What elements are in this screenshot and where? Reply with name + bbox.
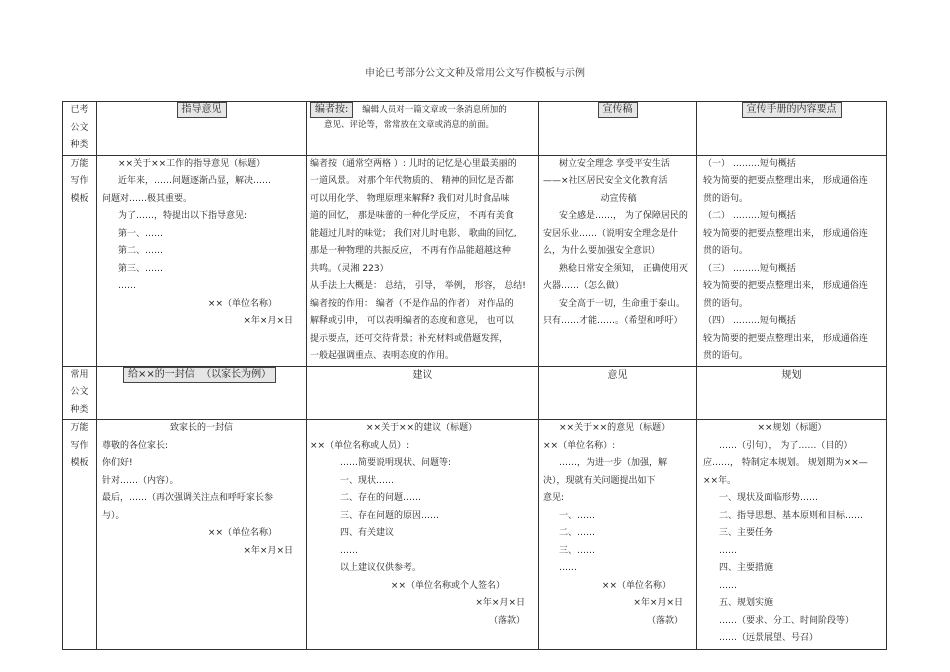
template-label-2 <box>63 420 97 650</box>
text-line: 解释或引申， 可以表明编者的态度和意见， 也可以 <box>310 316 514 326</box>
text-line: 那是一种物理的共振反应， 不再有作品能超越这种 <box>310 246 511 256</box>
text-line: 道的回忆， 那是味蕾的一种化学反应， 不再有美食 <box>310 211 514 221</box>
date-line: ×年×月×日 <box>243 545 293 556</box>
header-cell-letter <box>97 366 307 420</box>
header-row-2 <box>63 366 887 420</box>
letter-template <box>97 420 307 650</box>
opinion-template <box>539 420 697 650</box>
text-line: （三） ………短句概括 <box>703 263 796 274</box>
text-line: ××关于××的意见（标题） <box>559 423 671 433</box>
text-line: 提示要点，还可交待背景；补充材料或借题发挥， <box>310 333 509 344</box>
publicity-template <box>539 155 697 366</box>
plan-template <box>697 420 887 650</box>
header-row-1 <box>63 102 887 156</box>
text-line: 五、规划实施 <box>719 598 774 608</box>
text-line: 三、存在问题的原因…… <box>340 510 440 521</box>
text-line: 以上建议仅供参考。 <box>340 563 422 573</box>
text-line: 火器……（怎么做） <box>543 281 625 291</box>
editor-note-definition-1: 编辑人员对一篇文章或一条消息所加的 <box>362 105 507 115</box>
text-line: 贯的语句。 <box>703 351 749 361</box>
text-line: 较为简要的把要点整理出来， 形成通俗连 <box>703 176 868 186</box>
date-line: ×年×月×日 <box>243 316 293 326</box>
text-line: ……，为进一步（加强，解 <box>559 458 668 468</box>
text-line: 四、主要措施 <box>719 563 774 573</box>
text-line: 动宣传稿 <box>600 193 637 204</box>
text-line: 最后，……（再次强调关注点和呼吁家长参 <box>102 493 274 503</box>
text-line: 么，为什么要加强安全意识） <box>543 246 661 256</box>
text-line: …… <box>719 580 737 591</box>
header-suggestion: 建议 <box>307 366 539 420</box>
text-line: 一般起强调重点、表明态度的作用。 <box>310 351 455 361</box>
header-editor-note: 编者按: <box>310 102 353 118</box>
text-line: 安全感是……， 为了保障居民的 <box>559 211 688 221</box>
text-line: ……（要求、分工、时间阶段等） <box>719 615 855 626</box>
text-line: 二、指导思想、基本原则和目标…… <box>719 510 864 521</box>
text-line: …… <box>340 545 358 556</box>
text-line: 能超过儿时的味觉； 我们对儿时电影、 歌曲的回忆, <box>310 228 517 239</box>
template-label-2-text: 万能写作模板 <box>70 423 89 468</box>
text-line: 一、现状…… <box>340 475 395 486</box>
header-letter: 给××的一封信 （以家长为例） <box>123 367 276 383</box>
content-row-1 <box>63 155 887 366</box>
text-line: ××（单位名称或人员）: <box>310 440 410 451</box>
header-cell-brochure <box>697 102 887 156</box>
content-row-2 <box>63 420 887 650</box>
text-line: 熟稔日常安全须知， 正确使用灭 <box>559 263 688 274</box>
guidance-template <box>97 155 307 366</box>
page-title: 申论已考部分公文文种及常用公文写作模板与示例 <box>365 68 585 79</box>
text-line: ××关于××的建议（标题） <box>365 423 478 433</box>
text-line: …… <box>719 545 737 556</box>
header-cell-publicity <box>539 102 697 156</box>
date-line: ×年×月×日 <box>633 598 683 608</box>
text-line: 一、…… <box>559 510 596 521</box>
text-line: 安全高于一切，生命重于泰山。 <box>559 298 686 309</box>
text-line: 决），现就有关问题提出如下 <box>543 475 656 486</box>
text-line: 第三、…… <box>118 263 164 274</box>
sign-off-line: （落款） <box>646 615 683 626</box>
text-line: 二、存在的问题…… <box>340 493 422 503</box>
text-line: 贯的语句。 <box>703 193 749 204</box>
text-line: 问题对……极其重要。 <box>102 193 193 204</box>
text-line: 第二、…… <box>118 246 164 256</box>
text-line: 只有……才能……。（希望和呼吁） <box>543 316 683 326</box>
header-cell-editor-note <box>307 102 539 156</box>
template-label-1 <box>63 155 97 366</box>
header-guidance: 指导意见 <box>177 102 227 118</box>
text-line: 编者按的作用： 编者（不是作品的作者） 对作品的 <box>310 298 514 309</box>
text-line: 应……， 特制定本规划。 规划期为××— <box>703 458 868 468</box>
text-line: 四、有关建议 <box>340 528 395 538</box>
text-line: ……（引句）， 为了……（目的） <box>719 440 853 451</box>
text-line: 三、主要任务 <box>719 528 774 538</box>
header-cell-guidance <box>97 102 307 156</box>
text-line: ——×社区居民安全文化教育活 <box>543 176 668 186</box>
header-plan: 规划 <box>697 366 887 420</box>
brochure-template <box>697 155 887 366</box>
template-label-1-text: 万能写作模板 <box>70 158 89 204</box>
text-line: 较为简要的把要点整理出来， 形成通俗连 <box>703 228 868 239</box>
text-line: （二） ………短句概括 <box>703 211 796 221</box>
signature-line: ××（单位名称或个人签名） <box>390 580 505 591</box>
text-line: 较为简要的把要点整理出来， 形成通俗连 <box>703 333 868 344</box>
signature-line: ××（单位名称） <box>207 298 277 309</box>
signature-line: ××（单位名称） <box>207 528 277 538</box>
header-brochure: 宣传手册的内容要点 <box>742 102 842 118</box>
text-line: 二、…… <box>559 528 596 538</box>
text-line: 意见: <box>543 493 565 503</box>
text-line: 共鸣。（灵湘 223） <box>310 263 389 274</box>
text-line: 与）。 <box>102 510 125 521</box>
text-line: 贯的语句。 <box>703 298 749 309</box>
suggestion-template <box>307 420 539 650</box>
text-line: 贯的语句。 <box>703 246 749 256</box>
text-line: …… <box>118 281 136 291</box>
section-label-2: 常用公文种类 <box>63 366 97 420</box>
text-line: 较为简要的把要点整理出来， 形成通俗连 <box>703 281 868 291</box>
text-line: 第一、…… <box>118 228 164 239</box>
text-line: 三、…… <box>559 545 596 556</box>
text-line: 针对……（内容）。 <box>102 475 179 486</box>
text-line: 一道风景。 对那个年代物质的、 精神的回忆是否都 <box>310 176 514 186</box>
header-opinion: 意见 <box>539 366 697 420</box>
text-line: ……（远景展望、号召） <box>719 633 819 643</box>
text-line: 从手法上大概是： 总结， 引导， 举例， 形容， 总结! <box>310 281 526 291</box>
signature-line: ××（单位名称） <box>601 580 671 591</box>
text-line: 安居乐业……（说明安全理念是什 <box>543 228 679 239</box>
text-line: ……简要说明现状、问题等: <box>340 458 452 468</box>
template-table <box>62 101 887 650</box>
text-line: 编者按（通常空两格 ）: 儿时的记忆是心里最美丽的 <box>310 158 517 169</box>
text-line: 可以用化学、 物理原理来解释? 我们对儿时食品味 <box>310 193 510 204</box>
text-line: 一、现状及面临形势…… <box>719 493 819 503</box>
text-line: 近年来，……问题逐渐凸显，解决…… <box>118 176 272 186</box>
text-line: 尊敬的各位家长: <box>102 440 169 451</box>
text-line: ××（单位名称）: <box>543 440 616 451</box>
text-line: ××关于××工作的指导意见（标题） <box>118 158 266 169</box>
date-line: ×年×月×日 <box>475 598 525 608</box>
text-line: 致家长的一封信 <box>169 423 233 433</box>
text-line: 为了……，特提出以下指导意见: <box>118 211 248 221</box>
editor-note-template <box>307 155 539 366</box>
text-line: ××规划（标题） <box>757 423 827 433</box>
header-publicity: 宣传稿 <box>598 102 638 118</box>
section-label-1: 已考公文种类 <box>63 102 97 156</box>
text-line: （一） ………短句概括 <box>703 158 796 169</box>
text-line: 你们好! <box>102 458 133 468</box>
text-line: （四） ………短句概括 <box>703 316 796 326</box>
sign-off-line: （落款） <box>488 615 525 626</box>
editor-note-definition-2: 意见、评论等，常常放在文章或消息的前面。 <box>324 120 495 130</box>
text-line: 树立安全理念 享受平安生活 <box>559 158 670 169</box>
text-line: …… <box>559 563 577 573</box>
text-line: ××年。 <box>703 475 737 486</box>
